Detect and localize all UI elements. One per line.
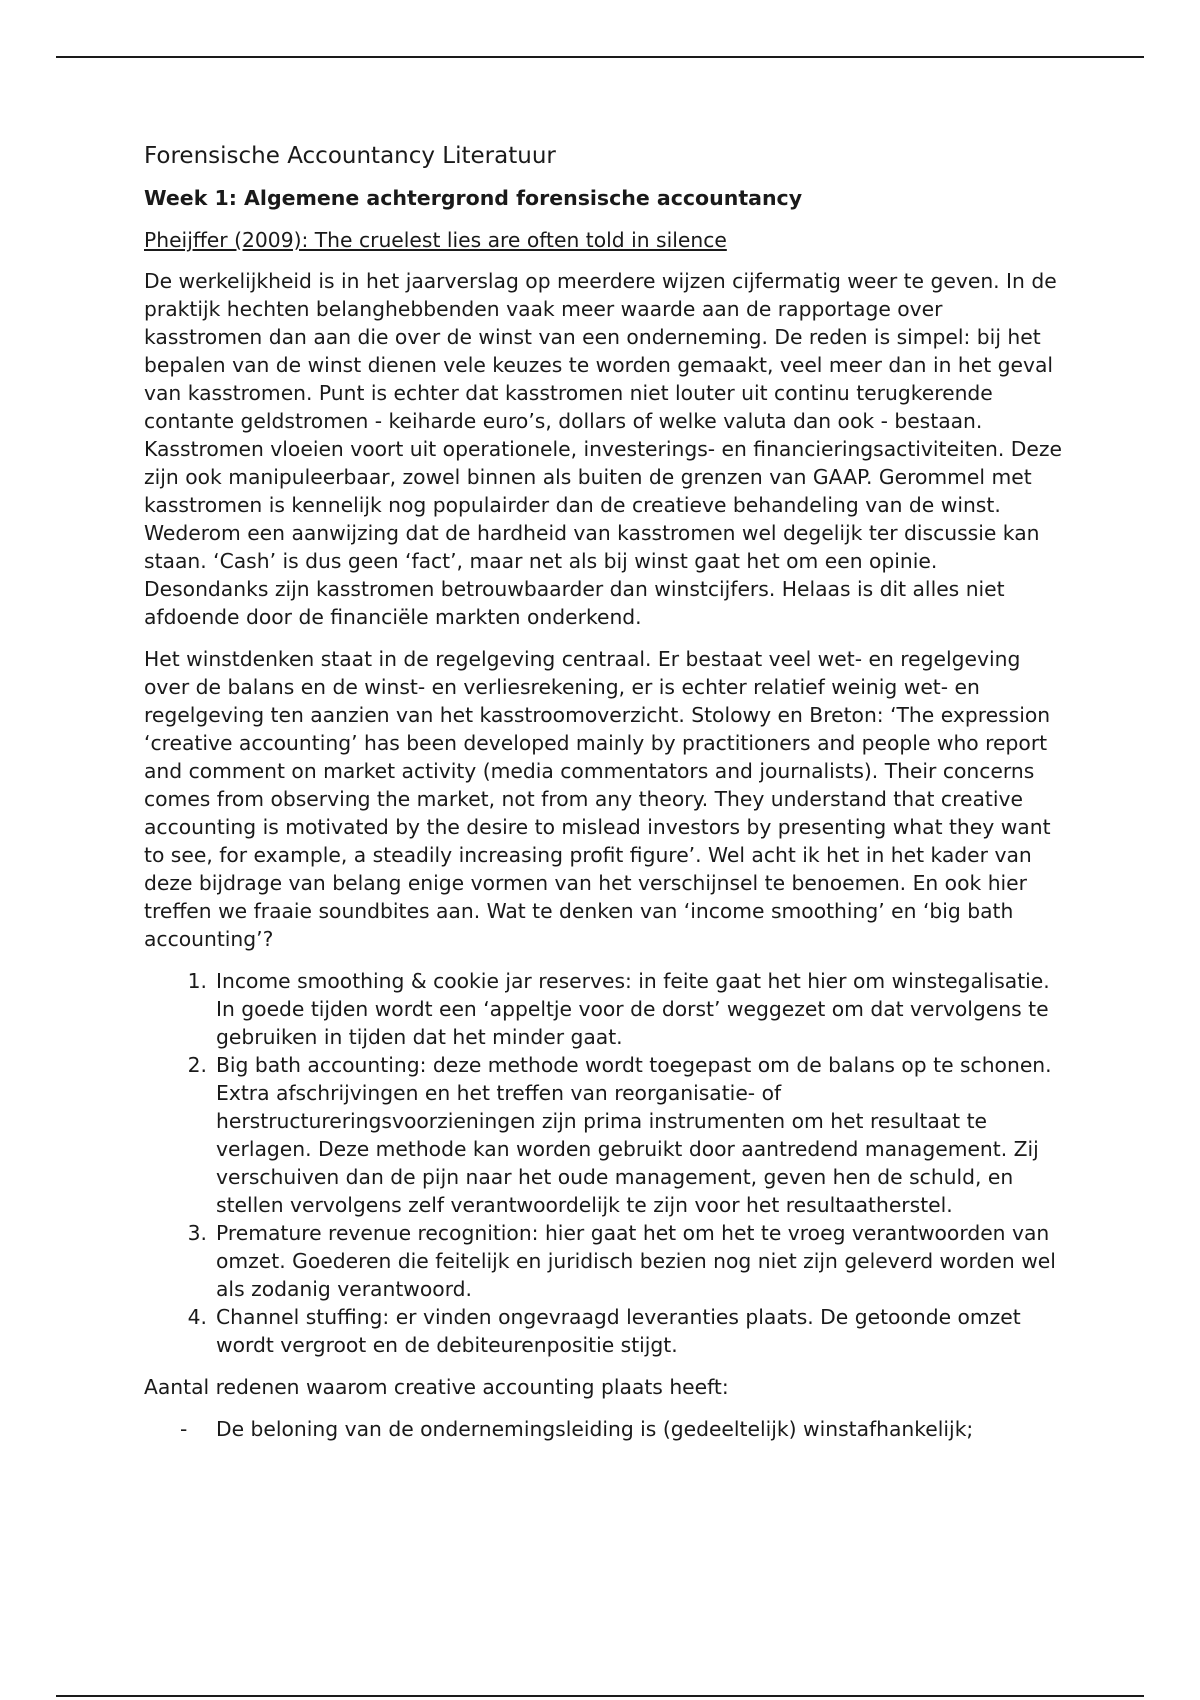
list-marker: 2.	[187, 1053, 207, 1077]
list-marker: -	[180, 1417, 188, 1441]
page-top-rule	[56, 56, 1144, 58]
list-marker: 3.	[187, 1221, 207, 1245]
list-item-text: Premature revenue recognition: hier gaat het om het te vroeg verantwoorden van omzet. Goederen die feitelijk en juridisch bezien nog niet zijn geleverd worden wel als zodanig verantwoord.	[216, 1221, 1056, 1301]
list-item-text: Big bath accounting: deze methode wordt toegepast om de balans op te schonen. Extra afschrijvingen en het treffen van reorganisatie- of herstructureringsvoorzieningen zijn prima instrumenten om het resultaat te verlagen. Deze methode kan worden gebruikt door aantredend management. Zij verschuiven dan de pijn naar het oude management, geven hen de schuld, en stellen vervolgens zelf verantwoordelijk te zijn voor het resultaatherstel.	[216, 1053, 1052, 1217]
list-marker: 4.	[187, 1305, 207, 1329]
list-item-text: De beloning van de ondernemingsleiding is (gedeeltelijk) winstafhankelijk;	[216, 1417, 974, 1441]
list-item	[144, 1219, 1064, 1303]
list-item	[144, 1415, 1064, 1443]
document-body	[144, 140, 1064, 1457]
paragraph-1: De werkelijkheid is in het jaarverslag op meerdere wijzen cijfermatig weer te geven. In de praktijk hechten belanghebbenden vaak meer waarde aan de rapportage over kasstromen dan aan die over de winst van een onderneming. De reden is simpel: bij het bepalen van de winst dienen vele keuzes te worden gemaakt, veel meer dan in het geval van kasstromen. Punt is echter dat kasstromen niet louter uit continu terugkerende contante geldstromen - keiharde euro’s, dollars of welke valuta dan ook - bestaan. Kasstromen vloeien voort uit operationele, investerings- en financieringsactiviteiten. Deze zijn ook manipuleerbaar, zowel binnen als buiten de grenzen van GAAP. Gerommel met kasstromen is kennelijk nog populairder dan de creatieve behandeling van de winst. Wederom een aanwijzing dat de hardheid van kasstromen wel degelijk ter discussie kan staan. ‘Cash’ is dus geen ‘fact’, maar net als bij winst gaat het om een opinie. Desondanks zijn kasstromen betrouwbaarder dan winstcijfers. Helaas is dit alles niet afdoende door de financiële markten onderkend.	[144, 269, 1063, 629]
paragraph-2: Het winstdenken staat in de regelgeving centraal. Er bestaat veel wet- en regelgeving over de balans en de winst- en verliesrekening, er is echter relatief weinig wet- en regelgeving ten aanzien van het kasstroomoverzicht. Stolowy en Breton: ‘The expression ‘creative accounting’ has been developed mainly by practitioners and people who report and comment on market activity (media commentators and journalists). Their concerns comes from observing the market, not from any theory. They understand that creative accounting is motivated by the desire to mislead investors by presenting what they want to see, for example, a steadily increasing profit figure’. Wel acht ik het in het kader van deze bijdrage van belang enige vormen van het verschijnsel te benoemen. En ook hier treffen we fraaie soundbites aan. Wat te denken van ‘income smoothing’ en ‘big bath accounting’?	[144, 647, 1051, 951]
list-marker: 1.	[187, 969, 207, 993]
list-item	[144, 967, 1064, 1051]
bullet-list	[144, 1415, 1064, 1443]
list-item-text: Channel stuffing: er vinden ongevraagd leveranties plaats. De getoonde omzet wordt vergroot en de debiteurenpositie stijgt.	[216, 1305, 1021, 1357]
reasons-intro: Aantal redenen waarom creative accounting plaats heeft:	[144, 1375, 729, 1399]
page-bottom-rule	[56, 1695, 1144, 1697]
source-heading: Pheijffer (2009): The cruelest lies are often told in silence	[144, 228, 727, 252]
list-item	[144, 1303, 1064, 1359]
list-item-text: Income smoothing & cookie jar reserves: in feite gaat het hier om winstegalisatie. In goede tijden wordt een ‘appeltje voor de dorst’ weggezet om dat vervolgens te gebruiken in tijden dat het minder gaat.	[216, 969, 1050, 1049]
document-title: Forensische Accountancy Literatuur	[144, 143, 556, 169]
week-heading: Week 1: Algemene achtergrond forensische accountancy	[144, 186, 803, 210]
list-item	[144, 1051, 1064, 1219]
numbered-list	[144, 967, 1064, 1359]
